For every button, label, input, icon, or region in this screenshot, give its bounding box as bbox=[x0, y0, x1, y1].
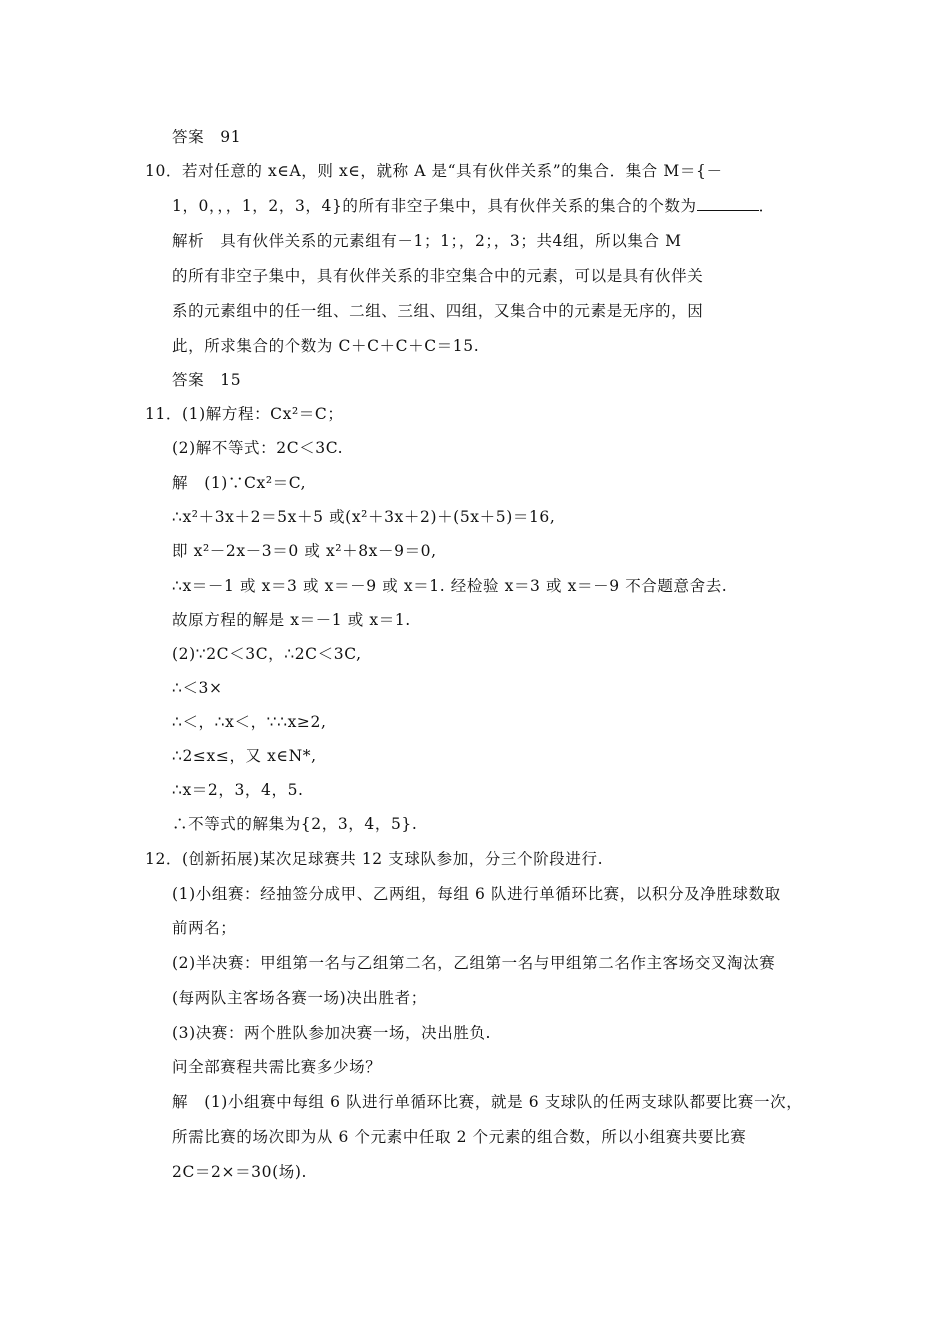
solution-11-line-11: ∴不等式的解集为{2，3，4，5}. bbox=[172, 815, 418, 833]
solution-11-line-5: 故原方程的解是 x＝－1 或 x＝1. bbox=[172, 611, 411, 629]
analysis-10-line-3: 系的元素组中的任一组、二组、三组、四组，又集合中的元素是无序的，因 bbox=[172, 302, 704, 320]
solution-11-line-6: (2)∵2C＜3C，∴2C＜3C, bbox=[172, 645, 362, 663]
question-11-part-2: (2)解不等式：2C＜3C. bbox=[172, 439, 344, 457]
solution-12-line-3: 2C＝2×＝30(场). bbox=[172, 1163, 308, 1181]
solution-12-line-2: 所需比赛的场次即为从 6 个元素中任取 2 个元素的组合数，所以小组赛共要比赛 bbox=[172, 1128, 747, 1146]
solution-11-line-7: ∴＜3× bbox=[172, 679, 223, 697]
question-12-line-6: (3)决赛：两个胜队参加决赛一场，决出胜负. bbox=[172, 1024, 492, 1042]
solution-11-line-1: 解 (1)∵Cx²＝C, bbox=[172, 474, 307, 492]
answer-9: 答案 91 bbox=[172, 128, 242, 146]
analysis-10-line-4: 此，所求集合的个数为 C＋C＋C＋C＝15. bbox=[172, 337, 480, 355]
solution-11-line-9: ∴2≤x≤，又 x∈N*, bbox=[172, 747, 317, 765]
question-10-end: ． bbox=[758, 197, 775, 215]
solution-11-line-4: ∴x＝－1 或 x＝3 或 x＝－9 或 x＝1. 经检验 x＝3 或 x＝－9 不合题意舍去. bbox=[172, 577, 728, 595]
answer-10: 答案 15 bbox=[172, 371, 242, 389]
solution-11-line-10: ∴x＝2，3，4，5. bbox=[172, 781, 304, 799]
solution-11-line-2: ∴x²＋3x＋2＝5x＋5 或(x²＋3x＋2)＋(5x＋5)＝16, bbox=[172, 508, 556, 526]
question-10-line-2 bbox=[172, 196, 775, 216]
question-12-line-3: 前两名； bbox=[172, 919, 237, 937]
question-12-line-1: 12．(创新拓展)某次足球赛共 12 支球队参加，分三个阶段进行. bbox=[145, 850, 604, 868]
question-12-line-7: 问全部赛程共需比赛多少场？ bbox=[172, 1058, 382, 1076]
analysis-10-line-2: 的所有非空子集中，具有伙伴关系的非空集合中的元素，可以是具有伙伴关 bbox=[172, 267, 704, 285]
question-12-line-5: (每两队主客场各赛一场)决出胜者； bbox=[172, 989, 427, 1007]
question-10-line-1: 10．若对任意的 x∈A，则 x∈，就称 A 是“具有伙伴关系”的集合．集合 M＝{－ bbox=[145, 162, 723, 180]
question-11-part-1: 11．(1)解方程：Cx²＝C； bbox=[145, 405, 344, 423]
question-12-line-2: (1)小组赛：经抽签分成甲、乙两组，每组 6 队进行单循环比赛，以积分及净胜球数取 bbox=[172, 885, 781, 903]
solution-11-line-8: ∴＜，∴x＜，∵∴x≥2, bbox=[172, 713, 327, 731]
solution-11-line-3: 即 x²－2x－3＝0 或 x²＋8x－9＝0, bbox=[172, 542, 437, 560]
solution-12-line-1: 解 (1)小组赛中每组 6 队进行单循环比赛，就是 6 支球队的任两支球队都要比赛一次， bbox=[172, 1093, 803, 1111]
question-12-line-4: (2)半决赛：甲组第一名与乙组第二名，乙组第一名与甲组第二名作主客场交叉淘汰赛 bbox=[172, 954, 776, 972]
answer-blank bbox=[697, 196, 759, 211]
analysis-10-line-1: 解析 具有伙伴关系的元素组有－1；1；，2；，3；共4组，所以集合 M bbox=[172, 232, 682, 250]
question-10-text: 1，0，，，1，2，3，4}的所有非空子集中，具有伙伴关系的集合的个数为 bbox=[172, 197, 697, 215]
